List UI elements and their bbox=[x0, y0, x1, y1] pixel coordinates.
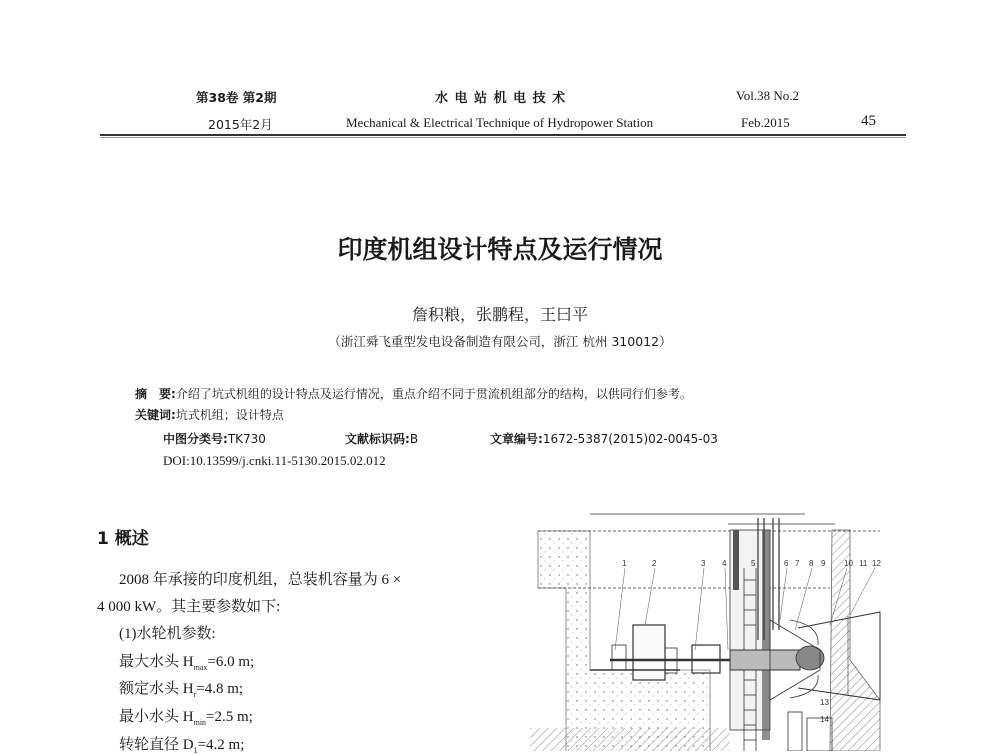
header-rule bbox=[100, 134, 906, 136]
header-volume-en: Vol.38 No.2 bbox=[736, 88, 799, 103]
doc-code-label: 文献标识码: bbox=[345, 432, 410, 446]
header-volume-cn: 第38卷 第2期 bbox=[196, 90, 277, 105]
generator bbox=[633, 625, 665, 680]
article-title: 印度机组设计特点及运行情况 bbox=[337, 235, 663, 264]
abstract-text: 介绍了坑式机组的设计特点及运行情况，重点介绍不同于贯流机组部分的结构，以供同行们参考。 bbox=[175, 387, 692, 401]
abstract bbox=[135, 385, 692, 402]
article-number-label: 文章编号: bbox=[490, 432, 543, 446]
abstract-label: 摘 要: bbox=[135, 387, 176, 401]
callout-label: 10 bbox=[844, 559, 853, 568]
keywords-text: 坑式机组；设计特点 bbox=[175, 408, 284, 422]
header-journal-cn: 水 电 站 机 电 技 术 bbox=[435, 91, 567, 106]
callout-label: 6 bbox=[784, 559, 789, 568]
callout-label: 4 bbox=[722, 559, 727, 568]
callout-label: 11 bbox=[859, 559, 868, 568]
callout-label: 2 bbox=[652, 559, 657, 568]
page-number: 45 bbox=[861, 113, 876, 129]
param-line: 最大水头 $H_{max}=6.0$ m; bbox=[119, 654, 255, 672]
header-rule-thin bbox=[100, 137, 906, 138]
param-line: 额定水头 $H_r=4.8$ m; bbox=[119, 681, 244, 699]
section-heading: 1 概述 bbox=[97, 529, 149, 549]
clc bbox=[163, 430, 266, 447]
doc-code bbox=[345, 430, 418, 447]
foundation-hatch bbox=[530, 728, 730, 751]
article-number-value: 1672-5387(2015)02-0045-03 bbox=[542, 432, 718, 446]
keywords-label: 关键词: bbox=[135, 408, 176, 422]
callout-label: 13 bbox=[820, 698, 829, 707]
affiliation: （浙江舜飞重型发电设备制造有限公司，浙江 杭州 310012） bbox=[328, 334, 672, 349]
callout-label: 14 bbox=[820, 715, 829, 724]
article-number bbox=[490, 430, 718, 447]
authors: 詹积粮，张鹏程，王曰平 bbox=[411, 305, 588, 324]
callout-label: 3 bbox=[701, 559, 706, 568]
header-date-cn: 2015年2月 bbox=[208, 117, 273, 132]
clc-label: 中图分类号: bbox=[163, 432, 228, 446]
doc-code-value: B bbox=[409, 432, 419, 446]
header-journal-en: Mechanical & Electrical Technique of Hydropower Station bbox=[346, 115, 654, 130]
paragraph-line: 2008 年承接的印度机组，总装机容量为 6 × bbox=[119, 572, 402, 588]
callout-label: 9 bbox=[821, 559, 826, 568]
callout-label: 5 bbox=[751, 559, 756, 568]
header-date-en: Feb.2015 bbox=[741, 115, 790, 130]
doi: DOI:10.13599/j.cnki.11-5130.2015.02.012 bbox=[163, 453, 386, 468]
callout-label: 8 bbox=[809, 559, 814, 568]
keywords bbox=[135, 406, 284, 423]
callout-label: 7 bbox=[795, 559, 800, 568]
callout-label: 1 bbox=[622, 559, 627, 568]
clc-value: TK730 bbox=[227, 432, 266, 446]
param-line: 转轮直径 $D_1=4.2$ m; bbox=[119, 737, 245, 755]
item-heading: (1)水轮机参数: bbox=[119, 626, 216, 642]
param-line: 最小水头 $H_{min}=2.5$ m; bbox=[119, 709, 253, 727]
callout-label: 12 bbox=[872, 559, 881, 568]
turbine-section-drawing bbox=[530, 500, 900, 751]
paragraph-line: 4 000 kW。其主要参数如下: bbox=[97, 599, 281, 615]
